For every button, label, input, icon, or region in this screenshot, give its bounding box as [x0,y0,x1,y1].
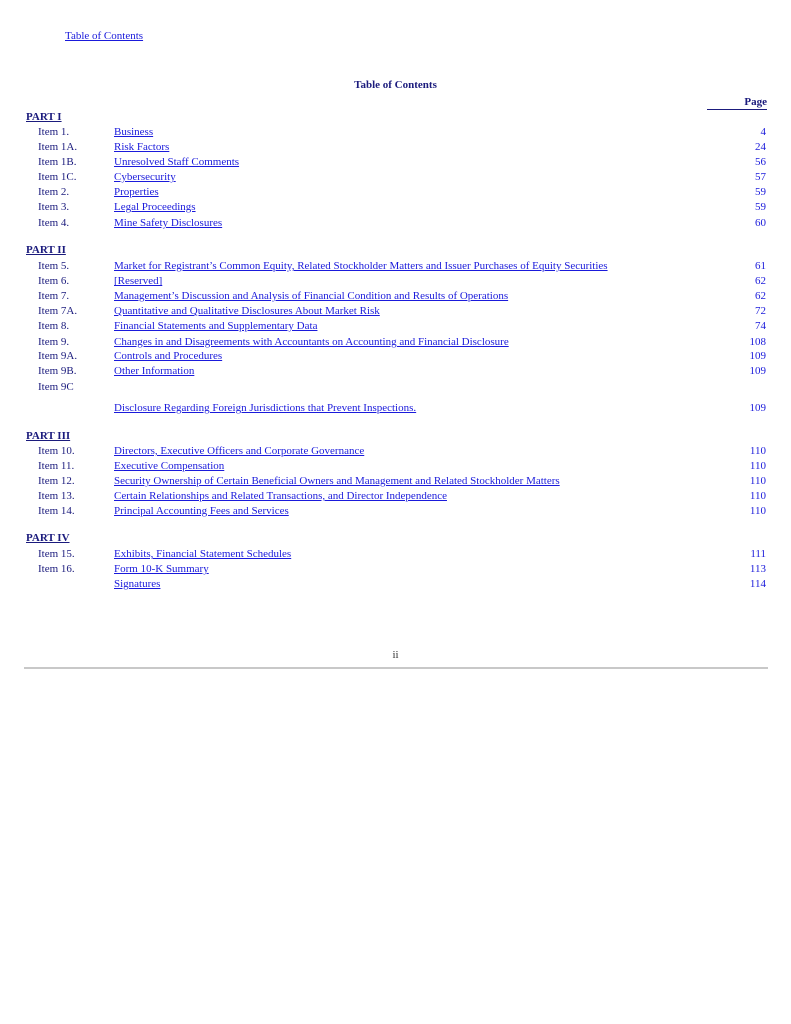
toc-page-number[interactable]: 59 [755,201,766,213]
toc-page-number[interactable]: 62 [755,290,766,302]
toc-item-link[interactable]: Changes in and Disagreements with Accountants on Accounting and Financial Disclosure [114,336,509,348]
toc-page-number[interactable]: 110 [749,505,766,517]
toc-page-number[interactable]: 111 [750,548,766,560]
toc-row [0,460,791,475]
toc-item-link[interactable]: Executive Compensation [114,460,225,472]
toc-item-link[interactable]: Form 10-K Summary [114,563,209,575]
toc-item-number: Item 11. [38,460,75,472]
toc-item-link[interactable]: Market for Registrant’s Common Equity, Related Stockholder Matters and Issuer Purchases of Equity Securities [114,260,608,272]
toc-item-link[interactable]: Principal Accounting Fees and Services [114,505,289,517]
toc-row [0,141,791,156]
toc-item-number: Item 15. [38,548,75,560]
toc-page-number[interactable]: 109 [749,350,766,362]
toc-item-link[interactable]: Mine Safety Disclosures [114,217,223,229]
toc-item-link[interactable]: Risk Factors [114,141,170,153]
part-heading[interactable]: PART I [26,111,62,123]
toc-item-number: Item 7A. [38,305,78,317]
toc-item-link[interactable]: Directors, Executive Officers and Corporate Governance [114,445,365,457]
part-heading[interactable]: PART II [26,244,66,256]
toc-page-number[interactable]: 110 [749,460,766,472]
toc-item-number: Item 8. [38,320,70,332]
toc-item-link[interactable]: Signatures [114,578,161,590]
toc-row [0,336,791,351]
toc-item-number: Item 5. [38,260,70,272]
part-heading[interactable]: PART III [26,430,71,442]
toc-item-number: Item 16. [38,563,75,575]
toc-item-link[interactable]: Financial Statements and Supplementary Data [114,320,318,332]
toc-row [0,402,791,417]
toc-page-number[interactable]: 114 [749,578,766,590]
toc-page-number[interactable]: 109 [749,365,766,377]
toc-page-number[interactable]: 56 [755,156,766,168]
toc-row [0,156,791,171]
toc-item-number: Item 9A. [38,350,78,362]
toc-item-link[interactable]: Business [114,126,154,138]
toc-page-number[interactable]: 62 [755,275,766,287]
toc-item-number: Item 9C [38,381,74,393]
toc-row [0,290,791,305]
toc-row [0,217,791,232]
toc-row [0,365,791,380]
toc-item-number: Item 9. [38,336,70,348]
toc-item-link[interactable]: [Reserved] [114,275,163,287]
toc-item-number: Item 2. [38,186,70,198]
toc-item-link[interactable]: Security Ownership of Certain Beneficial Owners and Management and Related Stockholder Matters [114,475,560,487]
toc-row [0,445,791,460]
toc-item-number: Item 13. [38,490,75,502]
toc-row [0,563,791,578]
toc-item-link[interactable]: Controls and Procedures [114,350,223,362]
toc-page-number[interactable]: 110 [749,475,766,487]
toc-page-number[interactable]: 57 [755,171,766,183]
toc-page-number[interactable]: 74 [755,320,766,332]
toc-row [0,578,791,593]
toc-page-number[interactable]: 24 [755,141,766,153]
table-of-contents-link[interactable]: Table of Contents [65,30,144,42]
toc-item-number: Item 1A. [38,141,78,153]
toc-row [0,320,791,335]
toc-page-number[interactable]: 110 [749,490,766,502]
toc-page-number[interactable]: 113 [749,563,766,575]
toc-item-link[interactable]: Exhibits, Financial Statement Schedules [114,548,292,560]
page-title: Table of Contents [354,79,437,91]
toc-page-number[interactable]: 60 [755,217,766,229]
toc-row [0,171,791,186]
toc-item-number: Item 12. [38,475,75,487]
toc-item-link[interactable]: Quantitative and Qualitative Disclosures About Market Risk [114,305,380,317]
toc-row [0,381,791,396]
toc-page-number[interactable]: 4 [760,126,766,138]
toc-page-number[interactable]: 110 [749,445,766,457]
page-number: ii [392,649,399,661]
toc-page-number[interactable]: 61 [755,260,766,272]
toc-item-number: Item 6. [38,275,70,287]
toc-item-link[interactable]: Management’s Discussion and Analysis of Financial Condition and Results of Operations [114,290,509,302]
toc-row [0,186,791,201]
toc-item-number: Item 3. [38,201,70,213]
toc-item-number: Item 1B. [38,156,77,168]
toc-row [0,350,791,365]
toc-item-number: Item 1. [38,126,70,138]
toc-item-number: Item 4. [38,217,70,229]
toc-page-number[interactable]: 109 [749,402,766,414]
toc-row [0,305,791,320]
toc-row [0,475,791,490]
page-divider [24,667,768,669]
toc-item-link[interactable]: Properties [114,186,159,198]
toc-row [0,201,791,216]
part-heading[interactable]: PART IV [26,532,70,544]
toc-item-number: Item 9B. [38,365,77,377]
toc-item-number: Item 7. [38,290,70,302]
toc-row [0,505,791,520]
toc-item-number: Item 14. [38,505,75,517]
toc-item-link[interactable]: Disclosure Regarding Foreign Jurisdictions that Prevent Inspections. [114,402,417,414]
toc-row [0,490,791,505]
toc-row [0,126,791,141]
page-column-header: Page [707,96,767,110]
toc-item-link[interactable]: Other Information [114,365,195,377]
toc-item-link[interactable]: Unresolved Staff Comments [114,156,240,168]
toc-row [0,275,791,290]
toc-row [0,548,791,563]
toc-item-number: Item 10. [38,445,75,457]
toc-row [0,260,791,275]
toc-item-link[interactable]: Cybersecurity [114,171,176,183]
toc-page-number[interactable]: 108 [749,336,766,348]
toc-item-number: Item 1C. [38,171,77,183]
toc-item-link[interactable]: Certain Relationships and Related Transactions, and Director Independence [114,490,447,502]
toc-page-number[interactable]: 59 [755,186,766,198]
toc-item-link[interactable]: Legal Proceedings [114,201,196,213]
toc-page-number[interactable]: 72 [755,305,766,317]
